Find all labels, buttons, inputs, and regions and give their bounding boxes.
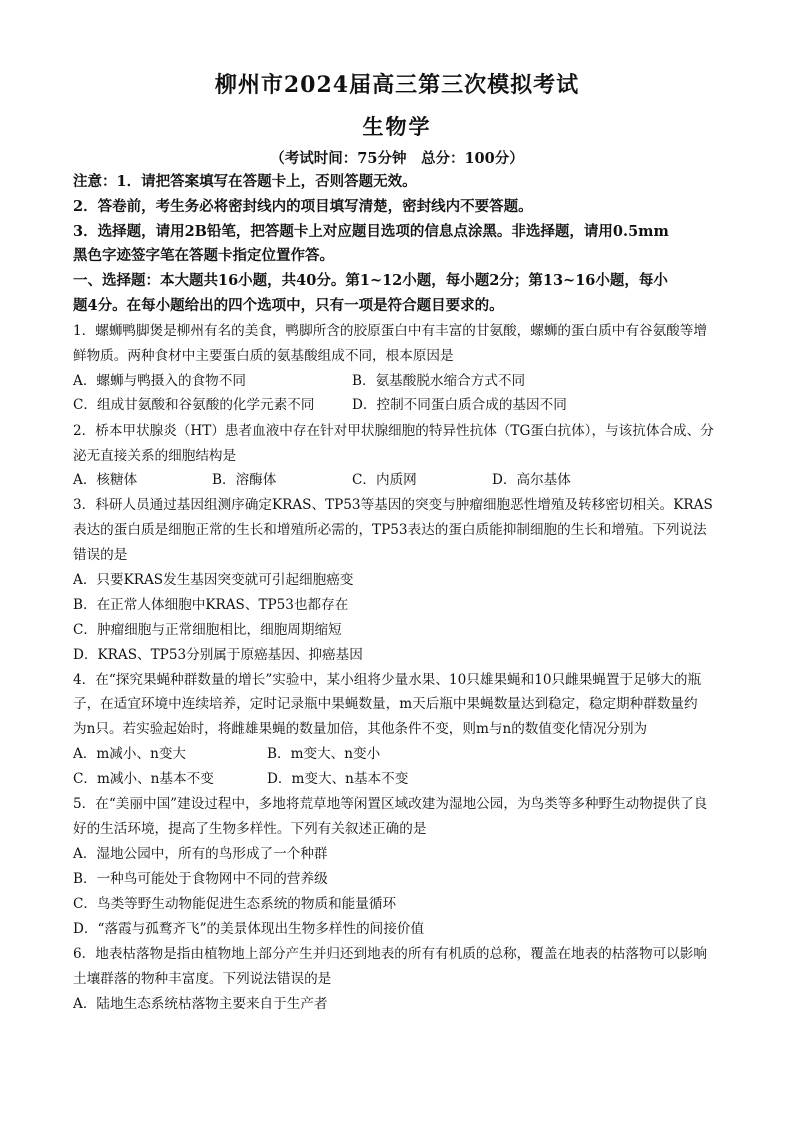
section-heading-line-2: 题4分。在每小题给出的四个选项中，只有一项是符合题目要求的。 [73, 297, 504, 314]
notice-line-4: 黑色字迹签字笔在答题卡指定位置作答。 [73, 247, 334, 264]
q3-stem-line-2: 表达的蛋白质是细胞正常的生长和增殖所必需的，TP53表达的蛋白质能抑制细胞的生长和增殖。下列说法 [73, 522, 707, 538]
q2-option-a: A．核糖体 [73, 472, 138, 488]
q6-stem-line-2: 土壤群落的物种丰富度。下列说法错误的是 [73, 971, 332, 987]
q3-option-d: D．KRAS、TP53分别属于原癌基因、抑癌基因 [73, 647, 363, 663]
q2-stem-line-2: 泌无直接关系的细胞结构是 [73, 448, 237, 464]
q2-option-d: D．高尔基体 [492, 472, 571, 488]
q2-stem-line-1: 2．桥本甲状腺炎（HT）患者血液中存在针对甲状腺细胞的特异性抗体（TG蛋白抗体），与该抗体合成、分 [73, 423, 714, 439]
q5-option-d: D．“落霞与孤鹜齐飞”的美景体现出生物多样性的间接价值 [73, 921, 425, 937]
q2-option-c: C．内质网 [352, 472, 417, 488]
notice-line-1: 注意：1．请把答案填写在答题卡上，否则答题无效。 [73, 173, 417, 190]
q4-stem-line-2: 子，在适宜环境中连续培养，定时记录瓶中果蝇数量，m天后瓶中果蝇数量达到稳定，稳定期种群数量约 [73, 696, 698, 712]
q4-stem-line-1: 4．在“探究果蝇种群数量的增长”实验中，某小组将少量水果、10只雄果蝇和10只雌果蝇置于足够大的瓶 [73, 672, 702, 688]
q3-option-b: B．在正常人体细胞中KRAS、TP53也都存在 [73, 597, 349, 613]
q5-option-b: B．一种鸟可能处于食物网中不同的营养级 [73, 871, 328, 887]
q6-option-a: A．陆地生态系统枯落物主要来自于生产者 [73, 996, 328, 1012]
q5-stem-line-2: 好的生活环境，提高了生物多样性。下列有关叙述正确的是 [73, 821, 427, 837]
q1-option-a: A．螺蛳与鸭摄入的食物不同 [73, 373, 246, 389]
q4-option-c: C．m减小、n基本不变 [73, 771, 214, 787]
q5-stem-line-1: 5．在“美丽中国”建设过程中，多地将荒草地等闲置区域改建为湿地公园，为鸟类等多种野生动物提供了良 [73, 796, 708, 812]
q1-option-d: D．控制不同蛋白质合成的基因不同 [352, 397, 567, 413]
q6-stem-line-1: 6．地表枯落物是指由植物地上部分产生并归还到地表的所有有机质的总称，覆盖在地表的枯落物可以影响 [73, 946, 707, 962]
q1-stem-line-2: 鲜物质。两种食材中主要蛋白质的氨基酸组成不同，根本原因是 [73, 348, 454, 364]
q1-stem-line-1: 1．螺蛳鸭脚煲是柳州有名的美食，鸭脚所含的胶原蛋白中有丰富的甘氨酸，螺蛳的蛋白质中有谷氨酸等增 [73, 323, 707, 339]
q4-option-d: D．m变大、n基本不变 [267, 771, 409, 787]
q1-option-c: C．组成甘氨酸和谷氨酸的化学元素不同 [73, 397, 315, 413]
q3-option-c: C．肿瘤细胞与正常细胞相比，细胞周期缩短 [73, 622, 342, 638]
subject-title: 生物学 [362, 114, 432, 139]
q2-option-b: B．溶酶体 [212, 472, 277, 488]
q4-stem-line-3: 为n只。若实验起始时，将雌雄果蝇的数量加倍，其他条件不变，则m与n的数值变化情况分别为 [73, 721, 648, 737]
exam-title: 柳州市2024届高三第三次模拟考试 [214, 72, 580, 98]
q3-stem-line-3: 错误的是 [73, 547, 128, 563]
q3-stem-line-1: 3．科研人员通过基因组测序确定KRAS、TP53等基因的突变与肿瘤细胞恶性增殖及转移密切相关。KRAS [73, 497, 713, 513]
q5-option-c: C．鸟类等野生动物能促进生态系统的物质和能量循环 [73, 896, 397, 912]
notice-line-2: 2．答卷前，考生务必将密封线内的项目填写清楚，密封线内不要答题。 [73, 198, 533, 215]
exam-info: （考试时间：75分钟 总分：100分） [270, 150, 524, 167]
q5-option-a: A．湿地公园中，所有的鸟形成了一个种群 [73, 846, 328, 862]
q4-option-b: B．m变大、n变小 [267, 746, 381, 762]
q3-option-a: A．只要KRAS发生基因突变就可引起细胞癌变 [73, 572, 354, 588]
notice-line-3: 3．选择题，请用2B铅笔，把答题卡上对应题目选项的信息点涂黑。非选择题，请用0.5mm [73, 223, 669, 240]
q1-option-b: B．氨基酸脱水缩合方式不同 [352, 373, 526, 389]
section-heading-line-1: 一、选择题：本大题共16小题，共40分。第1~12小题，每小题2分；第13~16小题，每小 [73, 272, 668, 289]
q4-option-a: A．m减小、n变大 [73, 746, 187, 762]
